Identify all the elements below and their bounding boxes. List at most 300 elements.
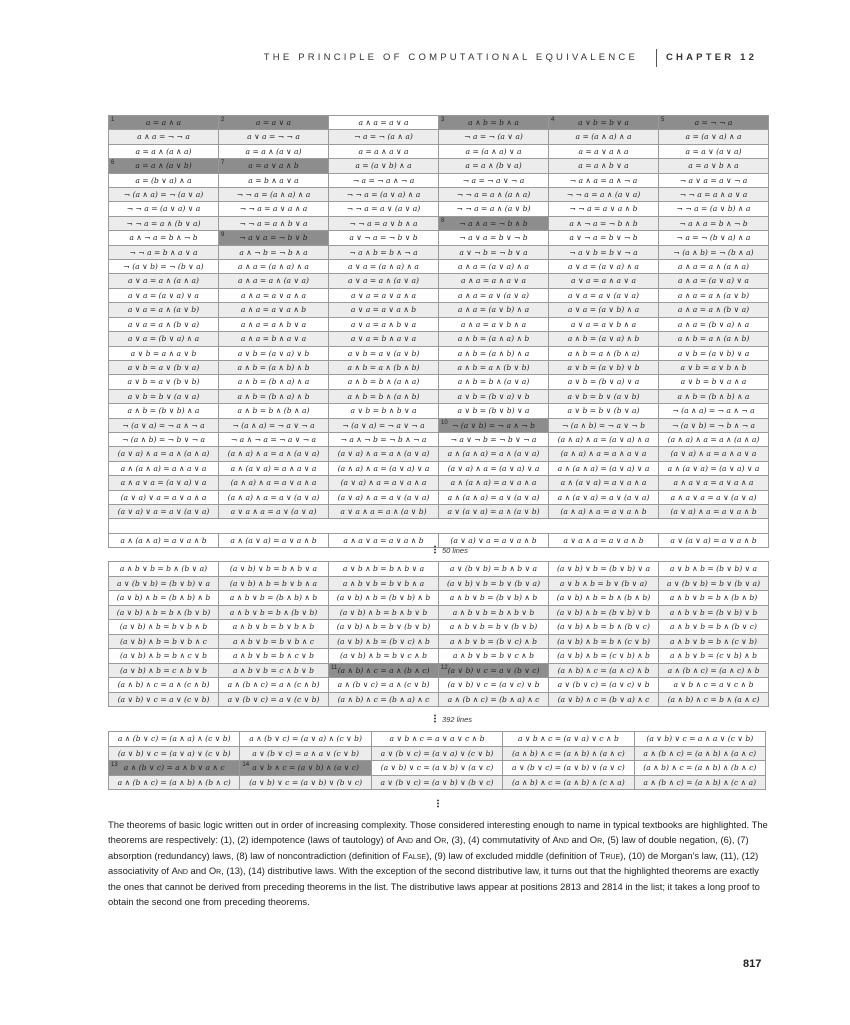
theorem-cell (329, 130, 439, 144)
theorem-text: a ∨ a = (a ∧ a) ∧ a (348, 262, 419, 272)
theorem-cell (219, 678, 329, 693)
theorem-cell (549, 491, 659, 505)
theorem-number: 6 (111, 160, 115, 167)
theorem-cell (549, 159, 659, 173)
theorem-cell (659, 534, 769, 548)
theorem-cell (329, 491, 439, 505)
theorem-text: a ∧ b ∨ b = b ∧ (b ∨ a) (119, 564, 208, 573)
theorem-cell (439, 635, 549, 650)
theorem-cell (549, 145, 659, 159)
theorem-cell (219, 332, 329, 346)
theorem-number: 11 (331, 664, 338, 671)
theorem-text: a ∧ a = (b ∨ a) ∧ a (677, 319, 750, 329)
header-chapter: CHAPTER 12 (666, 52, 758, 63)
theorem-text: ¬ a ∧ a = b ∧ ¬ b (679, 218, 748, 228)
theorem-cell (439, 390, 549, 404)
theorem-text: a ∧ b = (b ∧ a) ∧ b (237, 391, 310, 401)
theorem-cell (659, 433, 769, 447)
theorem-text: a ∧ b = (b ∨ b) ∧ a (127, 406, 200, 416)
theorem-text: (a ∨ b) ∨ c = (a ∨ b) ∨ (b ∨ c) (249, 777, 363, 787)
theorem-cell (109, 534, 219, 548)
theorem-cell (659, 303, 769, 317)
theorem-cell (109, 591, 219, 606)
theorem-text: ¬ (a ∧ a) = ¬ a ∨ ¬ a (232, 420, 315, 430)
theorem-cell (439, 620, 549, 635)
theorem-cell (439, 318, 549, 332)
theorem-text: a ∧ a ∨ a = a ∨ a ∧ a (673, 478, 754, 488)
caption-smallcaps-term: Or (589, 834, 603, 846)
theorem-cell (549, 202, 659, 216)
theorem-text: a ∨ b ∧ b = b ∧ b ∨ a (342, 564, 425, 573)
caption-paragraph (108, 817, 768, 909)
theorem-text: a ∧ a = a ∧ b ∨ a (240, 319, 307, 329)
theorem-text: a ∧ a = a ∨ a (358, 118, 409, 127)
theorem-cell (329, 188, 439, 202)
theorem-text: ¬ a = ¬ (b ∨ a) ∧ a (676, 233, 751, 243)
theorem-text: a = a ∧ (a ∨ b) (135, 161, 192, 171)
theorem-cell (439, 202, 549, 216)
theorem-cell (219, 318, 329, 332)
theorem-cell (109, 447, 219, 461)
theorem-text: a ∧ a ∨ a = a ∨ (a ∨ a) (670, 492, 757, 502)
theorem-cell (439, 289, 549, 303)
theorem-text: (a ∨ b) ∧ b = b ∨ b ∧ a (229, 578, 318, 588)
caption-text: , (13), (14) distributive laws. With the exception of the second distributive law, it turns out that the highlighted theorems are exactly the ones that cannot be derived from preceding theorems in the list. The distributive laws appear at positions 2813 and 2814 in the list; it takes a long proof to obtain the second one from preceding theorems. (108, 865, 760, 908)
theorem-text: a = a ∧ a (145, 118, 182, 127)
theorem-cell (219, 404, 329, 418)
theorem-text: (a ∨ b) ∨ c = (a ∨ c) ∨ b (447, 680, 540, 690)
theorem-cell (329, 606, 439, 621)
theorem-text: (a ∨ b) ∨ b = (b ∨ b) ∨ a (556, 564, 651, 573)
theorem-cell (329, 202, 439, 216)
theorem-text: ¬ (a ∧ b) = ¬ a ∨ ¬ b (562, 420, 645, 430)
theorem-cell (439, 332, 549, 346)
theorem-cell (109, 217, 219, 231)
theorem-text: (a ∨ a) ∨ a = a ∨ a ∧ b (450, 535, 537, 545)
theorem-text: a = a ∧ (b ∨ a) (465, 161, 522, 171)
theorem-text: a ∧ b ∨ b = b ∨ b ∧ b (232, 622, 315, 632)
theorem-text: a ∨ (b ∨ b) = b ∨ (b ∨ a) (666, 578, 761, 588)
vertical-ellipsis-icon (434, 545, 436, 554)
theorem-text: a ∧ b = b ∧ (b ∧ a) (237, 406, 310, 416)
highlighted-theorem-cell (659, 116, 769, 130)
theorem-text: a ∧ b = (b ∧ a) ∧ a (237, 377, 310, 387)
theorem-cell (659, 505, 769, 519)
theorem-cell (549, 130, 659, 144)
highlighted-theorem-cell (240, 761, 371, 776)
theorem-text: a ∧ b = b ∧ a (468, 118, 519, 127)
theorem-text: a ∧ a = (a ∧ a) ∧ a (238, 262, 309, 272)
theorem-text: a ∨ (b ∨ c) = (a ∨ c) ∨ b (557, 680, 650, 690)
theorem-text: (a ∧ b) ∧ c = (a ∧ b) ∧ (a ∧ c) (512, 748, 625, 758)
theorem-text: a ∨ (b ∨ c) = a ∧ a ∨ (c ∨ b) (252, 748, 359, 758)
theorem-text: (a ∨ a) ∧ a = a ∨ a ∧ b (670, 506, 757, 516)
theorem-cell (503, 761, 634, 776)
theorem-cell (329, 505, 439, 519)
theorem-cell (439, 577, 549, 592)
theorem-text: (a ∨ b) ∨ c = a ∨ (c ∨ b) (117, 694, 210, 704)
theorem-cell (219, 562, 329, 577)
theorem-cell (109, 347, 219, 361)
theorem-text: (a ∨ b) ∧ b = b ∧ (b ∨ c) (557, 622, 650, 632)
theorem-cell (635, 761, 766, 776)
theorem-cell (439, 505, 549, 519)
theorem-cell (549, 534, 659, 548)
theorem-cell (109, 649, 219, 664)
theorem-text: (a ∧ b) ∧ c = a ∧ (c ∧ b) (117, 680, 210, 690)
theorem-text: a ∧ (a ∧ a) = a ∨ a ∧ b (120, 535, 207, 545)
theorem-cell (549, 664, 659, 679)
theorem-text: ¬ ¬ a = (a ∨ b) ∧ a (676, 204, 751, 214)
theorem-cell (329, 433, 439, 447)
theorem-cell (659, 664, 769, 679)
page-number: 817 (743, 958, 762, 970)
theorem-text: a ∧ b ∨ b = b ∧ (b ∨ b) (229, 607, 318, 617)
theorem-text: a = a ∨ (a ∨ a) (685, 146, 742, 156)
theorem-cell (219, 375, 329, 389)
theorem-text: a ∧ (b ∧ c) = (a ∧ c) ∧ b (667, 665, 760, 675)
theorem-cell (109, 318, 219, 332)
theorem-cell (109, 577, 219, 592)
theorem-cell (659, 491, 769, 505)
theorem-cell (439, 562, 549, 577)
theorem-text: a ∧ b ∨ b = b ∨ (b ∨ b) (449, 622, 538, 632)
theorem-number: 4 (551, 117, 555, 123)
theorem-text: (a ∨ b) ∧ b = c ∧ b ∨ b (120, 665, 207, 675)
theorem-cell (109, 404, 219, 418)
theorem-text: ¬ ¬ a = a ∧ (a ∨ a) (566, 190, 641, 200)
theorem-cell (240, 747, 371, 762)
theorem-text: a ∨ a = ¬ ¬ a (247, 132, 300, 142)
caption-smallcaps-term: True (599, 849, 621, 861)
theorem-text: ¬ ¬ a = (a ∨ a) ∧ a (346, 190, 421, 200)
theorem-text: a ∧ a = a ∧ (a ∨ b) (677, 290, 750, 300)
theorem-cell (109, 664, 219, 679)
theorem-cell (329, 217, 439, 231)
theorem-text: ¬ a = ¬ (a ∧ a) (354, 132, 413, 142)
theorem-cell (109, 289, 219, 303)
caption-smallcaps-term: Or (433, 834, 447, 846)
theorem-number: 7 (221, 160, 225, 167)
theorem-text: (a ∧ b) ∧ c = a ∧ (b ∧ c) (337, 665, 430, 675)
theorem-text: a ∧ a = a ∨ b ∧ a (460, 319, 527, 329)
theorem-table-1 (108, 115, 769, 548)
theorem-text: a ∨ ¬ a = ¬ b ∨ b (349, 233, 418, 243)
theorem-text: a ∧ (b ∧ c) = (a ∧ b) ∧ (b ∧ c) (117, 777, 231, 787)
theorem-text: a ∧ a = a ∧ a ∨ a (461, 276, 526, 286)
theorem-cell (659, 361, 769, 375)
theorem-cell (659, 678, 769, 693)
theorem-text: a ∨ ¬ a = b ∨ ¬ b (569, 233, 638, 243)
theorem-cell (439, 433, 549, 447)
theorem-text: ¬ a ∨ a = a ∨ ¬ a (679, 175, 748, 185)
theorem-text: a ∨ b = b ∨ (a ∨ a) (127, 391, 200, 401)
theorem-cell (219, 620, 329, 635)
theorem-text: a = b ∧ a ∨ a (248, 175, 299, 185)
theorem-cell (439, 591, 549, 606)
theorem-number: 13 (111, 762, 118, 769)
theorem-cell (109, 747, 240, 762)
theorem-cell (329, 635, 439, 650)
theorem-text: a = a ∨ b ∧ a (688, 161, 739, 171)
theorem-cell (329, 649, 439, 664)
theorem-text: (a ∨ b) ∨ c = (a ∨ a) ∨ (c ∨ b) (117, 748, 231, 758)
theorem-text: ¬ (a ∧ a) = ¬ (a ∨ a) (123, 190, 204, 200)
theorem-cell (109, 145, 219, 159)
caption-text: and (413, 834, 434, 846)
theorem-cell (109, 361, 219, 375)
theorem-text: a ∨ b = b ∧ b ∨ a (350, 406, 417, 416)
theorem-text: a ∨ b = (b ∨ a) ∨ b (457, 391, 530, 401)
theorem-cell (439, 375, 549, 389)
theorem-text: a ∧ b ∨ b = b ∧ (b ∨ c) (670, 622, 757, 632)
theorem-cell (439, 476, 549, 490)
theorem-text: a ∨ ¬ b = ¬ b ∨ a (459, 247, 528, 257)
theorem-text: ¬ (a ∨ b) = ¬ (b ∨ a) (123, 262, 204, 272)
theorem-cell (109, 419, 219, 433)
theorem-text: (a ∧ b) ∧ c = b ∧ (a ∧ c) (667, 694, 760, 704)
theorem-text: (a ∨ a) ∧ a = a ∨ a ∧ a (340, 478, 427, 488)
theorem-text: a ∧ (b ∨ c) = (a ∧ a) ∧ (c ∨ b) (117, 734, 231, 743)
theorem-cell (329, 375, 439, 389)
theorem-text: a = a ∧ (a ∧ a) (135, 146, 192, 156)
theorem-text: a = a ∨ a ∧ a (578, 146, 629, 156)
theorem-text: a ∧ b ∨ b = b ∧ (c ∨ b) (670, 636, 757, 646)
theorem-cell (219, 361, 329, 375)
theorem-text: a ∨ a ∧ a = a ∧ (a ∨ b) (340, 506, 427, 516)
theorem-text: a = (b ∨ a) ∧ a (135, 175, 192, 185)
theorem-cell (219, 433, 329, 447)
theorem-text: (a ∧ a) ∧ a = a ∧ a ∨ a (560, 449, 647, 459)
theorem-text: (a ∨ b) ∨ c = (a ∨ b) ∨ (a ∨ c) (380, 763, 494, 773)
theorem-text: a ∨ b = a ∨ (a ∨ b) (347, 348, 420, 358)
theorem-number: 5 (661, 117, 665, 123)
theorem-cell (549, 361, 659, 375)
theorem-text: a = a ∨ a ∧ b (248, 161, 299, 171)
theorem-cell (372, 761, 503, 776)
theorem-text: (a ∨ b) ∧ b = b ∧ (b ∧ b) (556, 593, 651, 603)
theorem-cell (219, 491, 329, 505)
theorem-cell (109, 678, 219, 693)
highlighted-theorem-cell (439, 419, 549, 433)
theorem-cell (219, 246, 329, 260)
highlighted-theorem-cell (219, 231, 329, 245)
header-separator (656, 49, 657, 67)
theorem-text: a ∧ (a ∨ a) = a ∨ a ∧ a (560, 478, 647, 488)
theorem-text: (a ∨ a) ∧ a = a ∧ (a ∨ a) (337, 449, 430, 459)
theorem-cell (439, 145, 549, 159)
theorem-text: ¬ ¬ a = b ∧ a ∨ a (129, 247, 198, 257)
theorem-text: a ∧ a = (a ∨ a) ∨ a (678, 276, 749, 286)
theorem-cell (329, 159, 439, 173)
theorem-text: a ∧ b = a ∧ (b ∧ a) (567, 348, 640, 358)
theorem-text: a = (a ∧ a) ∧ a (575, 132, 632, 142)
caption-smallcaps-term: And (171, 865, 188, 877)
theorem-cell (329, 361, 439, 375)
theorem-text: a ∨ (b ∨ c) = (a ∨ a) ∨ (c ∨ b) (380, 748, 494, 758)
theorem-text: a ∧ b = (a ∧ b) ∧ a (457, 348, 530, 358)
theorem-cell (109, 188, 219, 202)
theorem-cell (439, 159, 549, 173)
theorem-text: ¬ (a ∧ b) = ¬ (b ∧ a) (673, 247, 754, 257)
theorem-text: a ∧ b = (a ∨ a) ∧ b (567, 334, 640, 344)
theorem-text: a ∧ (a ∧ a) = (a ∨ a) ∨ a (557, 463, 650, 473)
theorem-text: ¬ ¬ a = a ∧ a ∨ a (679, 190, 748, 200)
theorem-cell (549, 274, 659, 288)
theorem-text: a ∧ (b ∧ c) = (a ∧ b) ∧ (c ∧ a) (643, 777, 757, 787)
theorem-text: a ∧ b ∨ b = b ∧ b ∨ b (452, 607, 535, 617)
theorem-text: a ∧ b = b ∧ (a ∨ a) (457, 377, 530, 387)
theorem-cell (659, 188, 769, 202)
theorem-cell (439, 347, 549, 361)
theorem-cell (329, 274, 439, 288)
theorem-text: (a ∧ a) ∧ a = a ∧ (a ∧ a) (667, 434, 760, 444)
theorem-cell (329, 462, 439, 476)
caption-text: The theorems of basic logic written out in order of increasing complexity. Those considered interesting enough to name in typical textbooks are highlighted. The theorems are respectively: (1), (2) idempotence (laws of tautology) of (108, 819, 768, 846)
table-spacer-row (109, 519, 769, 533)
theorem-cell (549, 303, 659, 317)
theorem-cell (372, 776, 503, 791)
theorem-cell (635, 776, 766, 791)
theorem-cell (439, 130, 549, 144)
vertical-ellipsis-icon (437, 799, 439, 808)
theorem-cell (329, 289, 439, 303)
theorem-cell (439, 303, 549, 317)
theorem-cell (219, 202, 329, 216)
theorem-text: a ∨ a = (a ∨ a) ∨ a (128, 290, 199, 300)
theorem-cell (329, 145, 439, 159)
theorem-text: a ∨ b ∧ c = a ∨ c ∧ b (673, 680, 754, 690)
highlighted-theorem-cell (549, 116, 659, 130)
theorem-cell (549, 217, 659, 231)
theorem-cell (439, 678, 549, 693)
theorem-number: 12 (441, 664, 448, 671)
theorem-text: (a ∨ a) ∧ a = (a ∨ a) ∨ a (447, 463, 540, 473)
theorem-text: a ∧ a = a ∨ a ∧ b (240, 305, 307, 315)
theorem-text: a ∨ b = (b ∨ a) ∨ a (567, 377, 640, 387)
caption-smallcaps-term: And (396, 834, 414, 846)
theorem-text: a ∧ a ∨ a = a ∨ a ∧ b (343, 535, 424, 545)
theorem-text: ¬ a ∧ b = b ∧ ¬ a (349, 247, 418, 257)
theorem-text: a ∨ b ∧ b = (b ∨ b) ∨ a (669, 564, 758, 573)
theorem-cell (659, 577, 769, 592)
theorem-text: a ∨ b = b ∨ (a ∨ b) (567, 391, 640, 401)
theorem-text: ¬ (a ∧ b) = ¬ b ∨ ¬ a (122, 434, 205, 444)
theorem-text: ¬ ¬ a = a ∧ (a ∨ b) (456, 204, 531, 214)
theorem-number: 9 (221, 232, 225, 239)
theorem-cell (549, 231, 659, 245)
theorem-text: ¬ ¬ a = a ∨ b ∧ a (349, 218, 418, 228)
theorem-cell (219, 188, 329, 202)
theorem-text: a ∨ (b ∨ b) = (b ∨ b) ∨ a (116, 578, 211, 588)
theorem-cell (549, 332, 659, 346)
theorem-text: a ∨ b ∧ b = b ∨ (b ∨ a) (559, 578, 648, 588)
theorem-text: a ∧ b ∨ b = (b ∨ b) ∨ b (669, 607, 758, 617)
theorem-number: 14 (242, 762, 250, 769)
theorem-cell (549, 635, 659, 650)
theorem-text: ¬ a ∨ a = ¬ b ∨ b (239, 233, 308, 243)
theorem-cell (549, 462, 659, 476)
caption-text: ), (9) law of excluded middle (definition of (426, 849, 600, 861)
theorem-text: (a ∨ b) ∧ b = b ∨ b ∧ c (120, 636, 207, 646)
theorem-cell (109, 620, 219, 635)
theorem-text: a ∨ b = b ∨ a (578, 118, 629, 127)
theorem-cell (219, 606, 329, 621)
theorem-text: a = (a ∨ b) ∧ a (355, 161, 412, 171)
theorem-cell (659, 274, 769, 288)
theorem-text: (a ∨ b) ∧ c = (b ∨ a) ∧ c (557, 694, 650, 704)
theorem-text: a ∨ (b ∨ c) = a ∨ (c ∨ b) (227, 694, 320, 704)
theorem-cell (219, 447, 329, 461)
theorem-cell (372, 747, 503, 762)
theorem-cell (659, 693, 769, 708)
theorem-text: a ∨ (b ∨ c) = (a ∨ b) ∨ (b ∨ c) (380, 777, 494, 787)
theorem-text: a = (a ∨ a) ∧ a (685, 132, 742, 142)
theorem-text: a ∧ a ∨ a = (a ∨ a) ∨ a (120, 478, 207, 488)
theorem-text: a ∧ (a ∨ a) = a ∨ a ∧ b (230, 535, 317, 545)
theorem-text: a ∧ b ∨ b = b ∧ c ∨ b (233, 651, 314, 661)
theorem-cell (659, 174, 769, 188)
theorem-text: ¬ a = ¬ a ∧ ¬ a (352, 175, 415, 185)
figure-caption (108, 817, 768, 909)
theorem-cell (329, 332, 439, 346)
theorem-cell (659, 476, 769, 490)
theorem-cell (503, 776, 634, 791)
theorem-text: a ∨ a = a ∧ (a ∨ b) (127, 305, 200, 315)
theorem-text: a ∧ b ∨ b = c ∧ b ∨ b (233, 665, 314, 675)
header-title: THE PRINCIPLE OF COMPUTATIONAL EQUIVALENCE (263, 52, 638, 63)
theorem-text: ¬ ¬ a = (a ∨ a) ∨ a (126, 204, 201, 214)
theorem-cell (329, 476, 439, 490)
theorem-cell (329, 116, 439, 130)
theorem-cell (503, 732, 634, 747)
theorem-text: (a ∨ b) ∧ b = b ∨ c ∧ b (340, 651, 427, 661)
theorem-text: a ∨ a = a ∧ b ∨ a (350, 319, 417, 329)
theorem-cell (219, 591, 329, 606)
theorem-text: a ∨ b = (a ∨ a) ∨ b (237, 348, 310, 358)
theorem-cell (659, 462, 769, 476)
theorem-cell (109, 776, 240, 791)
theorem-text: a ∨ b = b ∨ a ∧ a (680, 377, 747, 387)
theorem-text: a = a ∧ (a ∨ a) (245, 146, 302, 156)
theorem-cell (549, 693, 659, 708)
highlighted-theorem-cell (219, 159, 329, 173)
theorem-cell (549, 620, 659, 635)
theorem-cell (549, 505, 659, 519)
theorem-cell (219, 260, 329, 274)
theorem-text: ¬ ¬ a = (a ∧ a) ∧ a (236, 190, 311, 200)
theorem-cell (329, 404, 439, 418)
theorem-text: (a ∨ b) ∧ b = b ∧ (b ∨ b) (116, 607, 211, 617)
theorem-cell (219, 635, 329, 650)
theorem-cell (329, 591, 439, 606)
theorem-text: a ∧ (a ∧ a) = a ∧ a ∨ a (120, 463, 207, 473)
theorem-cell (219, 217, 329, 231)
theorem-text: (a ∨ a) ∨ a = a ∨ (a ∨ a) (117, 506, 210, 516)
theorem-cell (109, 130, 219, 144)
theorem-text: (a ∧ a) ∧ a = (a ∨ a) ∧ a (557, 434, 650, 444)
theorem-cell (219, 664, 329, 679)
theorem-cell (240, 776, 371, 791)
theorem-text: ¬ a ∧ ¬ b = ¬ b ∧ ¬ a (340, 434, 427, 444)
theorem-text: (a ∨ b) ∧ b = (b ∨ c) ∧ b (337, 636, 430, 646)
theorem-cell (549, 649, 659, 664)
theorem-text: (a ∧ a) ∧ a = a ∨ (a ∨ a) (227, 492, 320, 502)
theorem-text: a ∨ b = b ∨ (b ∨ a) (567, 406, 640, 416)
theorem-cell (635, 747, 766, 762)
theorem-number: 2 (221, 117, 225, 123)
highlighted-theorem-cell (439, 217, 549, 231)
